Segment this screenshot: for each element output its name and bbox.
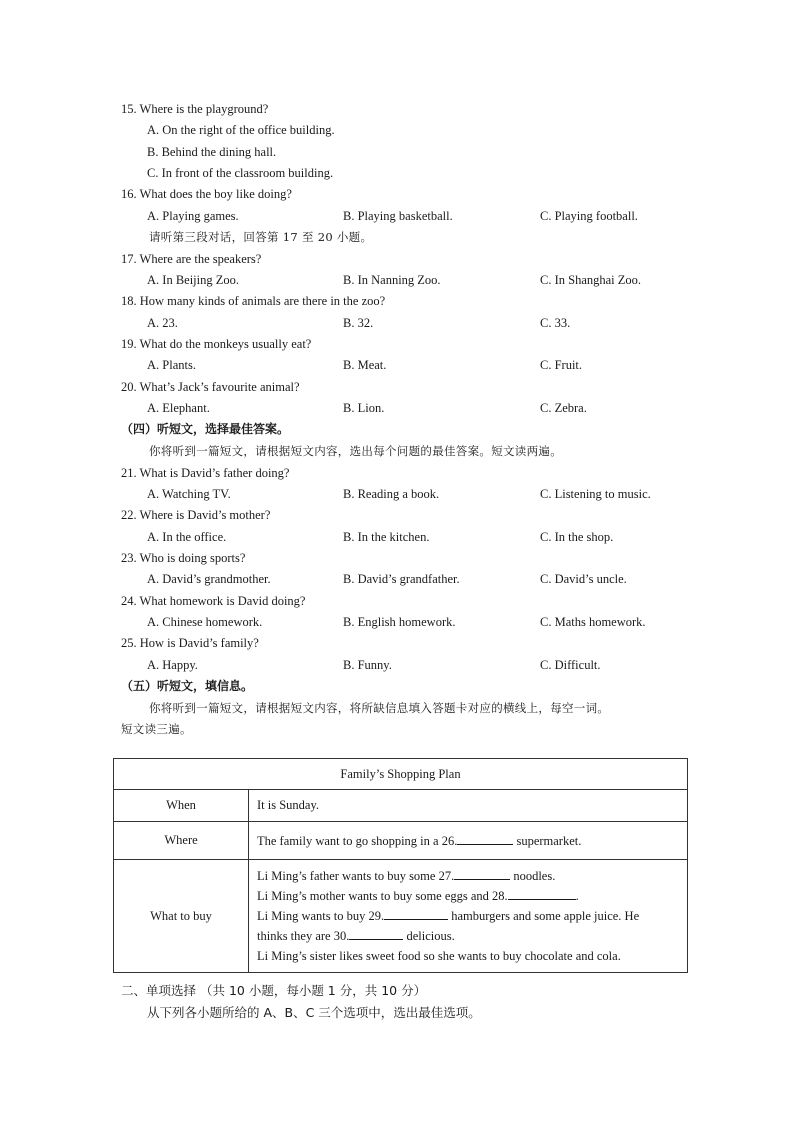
question-15-stem: 15. Where is the playground?: [121, 102, 269, 116]
what-to-buy-label: What to buy: [114, 860, 249, 973]
when-label: When: [114, 790, 249, 822]
blank-29[interactable]: [384, 907, 448, 920]
question-24-option-b: B. English homework.: [343, 615, 456, 629]
question-19-option-b: B. Meat.: [343, 358, 387, 372]
question-18-stem: 18. How many kinds of animals are there in the zoo?: [121, 294, 386, 308]
buy-line-father-pre: Li Ming’s father wants to buy some 27.: [257, 869, 455, 883]
shopping-plan-table: [113, 758, 688, 973]
section-4-instruction: 你将听到一篇短文，请根据短文内容，选出每个问题的最佳答案。短文读两遍。: [149, 444, 562, 458]
section-5-instruction: 你将听到一篇短文，请根据短文内容，将所缺信息填入答题卡对应的横线上，每空一词。: [149, 701, 610, 715]
question-15-option-c: C. In front of the classroom building.: [147, 166, 334, 180]
blank-30[interactable]: [349, 927, 403, 940]
question-24-stem: 24. What homework is David doing?: [121, 594, 306, 608]
question-23-option-b: B. David’s grandfather.: [343, 572, 460, 586]
question-15-option-b: B. Behind the dining hall.: [147, 145, 277, 159]
question-20-option-c: C. Zebra.: [540, 401, 587, 415]
what-to-buy-value: [249, 860, 688, 973]
section-5-instruction-cont: 短文读三遍。: [121, 722, 192, 736]
question-21-stem: 21. What is David’s father doing?: [121, 466, 290, 480]
blank-28[interactable]: [508, 887, 576, 900]
question-15-option-a: A. On the right of the office building.: [147, 123, 335, 137]
question-23-option-a: A. David’s grandmother.: [147, 572, 271, 586]
question-20-option-b: B. Lion.: [343, 401, 385, 415]
buy-line-mother-pre: Li Ming’s mother wants to buy some eggs and 28.: [257, 889, 508, 903]
question-16-option-c: C. Playing football.: [540, 209, 638, 223]
buy-line-thinks-pre: thinks they are 30.: [257, 929, 350, 943]
dialogue-3-instruction: 请听第三段对话，回答第 17 至 20 小题。: [149, 230, 373, 244]
question-25-option-a: A. Happy.: [147, 658, 198, 672]
question-20-stem: 20. What’s Jack’s favourite animal?: [121, 380, 300, 394]
question-24-option-a: A. Chinese homework.: [147, 615, 263, 629]
buy-line-mother: [257, 886, 679, 906]
table-title: Family’s Shopping Plan: [114, 759, 688, 790]
section-5-title: （五）听短文，填信息。: [121, 679, 254, 693]
buy-line-li-ming: [257, 906, 679, 926]
section-4-title: （四）听短文，选择最佳答案。: [121, 422, 290, 436]
buy-line-thinks-post: delicious.: [403, 929, 455, 943]
buy-line-sister: Li Ming’s sister likes sweet food so she wants to buy chocolate and cola.: [257, 949, 621, 963]
buy-line-li-ming-post: hamburgers and some apple juice. He: [448, 909, 640, 923]
where-value: [249, 822, 688, 860]
buy-line-mother-post: .: [575, 889, 579, 903]
question-19-stem: 19. What do the monkeys usually eat?: [121, 337, 312, 351]
question-21-option-b: B. Reading a book.: [343, 487, 440, 501]
when-value: It is Sunday.: [249, 790, 688, 822]
question-25-option-c: C. Difficult.: [540, 658, 601, 672]
question-22-option-a: A. In the office.: [147, 530, 227, 544]
question-16-option-a: A. Playing games.: [147, 209, 239, 223]
question-20-option-a: A. Elephant.: [147, 401, 210, 415]
part-2-instruction: 从下列各小题所给的 A、B、C 三个选项中，选出最佳选项。: [147, 1005, 481, 1020]
question-17-stem: 17. Where are the speakers?: [121, 252, 262, 266]
question-16-option-b: B. Playing basketball.: [343, 209, 453, 223]
question-25-stem: 25. How is David’s family?: [121, 636, 259, 650]
question-17-option-a: A. In Beijing Zoo.: [147, 273, 240, 287]
question-17-option-c: C. In Shanghai Zoo.: [540, 273, 642, 287]
question-18-option-a: A. 23.: [147, 316, 178, 330]
blank-27[interactable]: [454, 867, 510, 880]
question-24-option-c: C. Maths homework.: [540, 615, 646, 629]
part-2-title: 二、单项选择 （共 10 小题，每小题 1 分，共 10 分）: [121, 983, 427, 998]
question-21-option-a: A. Watching TV.: [147, 487, 231, 501]
where-text-pre: The family want to go shopping in a 26.: [257, 834, 458, 848]
question-19-option-c: C. Fruit.: [540, 358, 583, 372]
where-label: Where: [114, 822, 249, 860]
question-23-stem: 23. Who is doing sports?: [121, 551, 246, 565]
question-23-option-c: C. David’s uncle.: [540, 572, 627, 586]
question-22-option-c: C. In the shop.: [540, 530, 614, 544]
question-21-option-c: C. Listening to music.: [540, 487, 651, 501]
question-18-option-b: B. 32.: [343, 316, 374, 330]
question-18-option-c: C. 33.: [540, 316, 571, 330]
buy-line-thinks: [257, 926, 679, 946]
buy-line-li-ming-pre: Li Ming wants to buy 29.: [257, 909, 385, 923]
question-19-option-a: A. Plants.: [147, 358, 196, 372]
where-text-post: supermarket.: [513, 834, 582, 848]
buy-line-father-post: noodles.: [510, 869, 556, 883]
question-22-stem: 22. Where is David’s mother?: [121, 508, 271, 522]
buy-line-father: [257, 866, 679, 886]
question-17-option-b: B. In Nanning Zoo.: [343, 273, 441, 287]
question-16-stem: 16. What does the boy like doing?: [121, 187, 292, 201]
blank-26[interactable]: [457, 832, 513, 845]
question-25-option-b: B. Funny.: [343, 658, 392, 672]
question-22-option-b: B. In the kitchen.: [343, 530, 430, 544]
